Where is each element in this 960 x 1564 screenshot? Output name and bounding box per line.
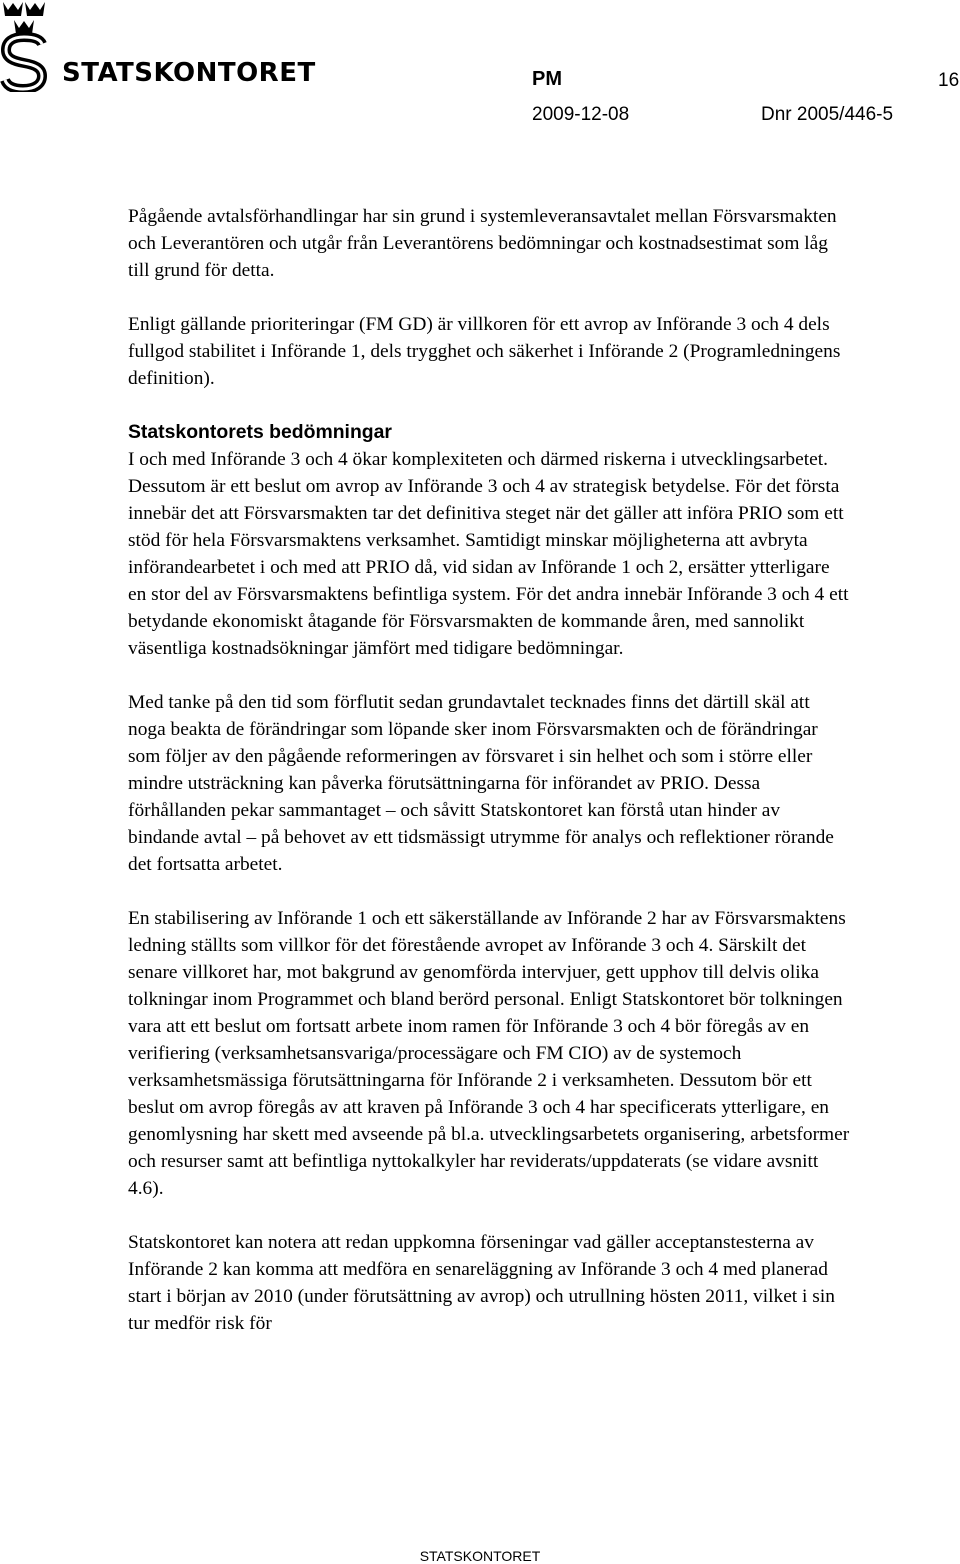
paragraph-4: Med tanke på den tid som förflutit sedan grundavtalet tecknades finns det därtill skäl att noga beakta de förändringar som löpande sker inom Försvarsmakten och de förändringar som följer av den pågående reformeringen av försvaret i sin helhet och som i större eller mindre utsträckning kan påverka förutsättningarna för införandet av PRIO. Dessa förhållanden pekar sammantaget – och såvitt Statskontoret kan förstå utan hinder av bindande avtal – på behovet av ett tidsmässigt utrymme för analys och reflektioner rörande det fortsatta arbetet. <box>128 692 834 875</box>
page-footer: STATSKONTORET <box>419 1548 541 1564</box>
paragraph-2: Enligt gällande prioriteringar (FM GD) är villkoren för ett avrop av Införande 3 och 4 dels fullgod stabilitet i Införande 1, dels trygghet och säkerhet i Införande 2 (Programledningens definition). <box>128 314 841 389</box>
document-type: PM <box>532 68 562 90</box>
page-number: 16 <box>938 70 960 91</box>
paragraph-3: I och med Införande 3 och 4 ökar komplexiteten och därmed riskerna i utvecklingsarbetet. Dessutom är ett beslut om avrop av Införande 3 och 4 av strategisk betydelse. För det första innebär det att Försvarsmakten tar det definitiva steget när det gäller att införa PRIO som ett stöd för hela Försvarsmaktens verksamhet. Samtidigt minskar möjligheterna att avbryta införandearbetet i och med att PRIO då, vid sidan av Införande 1 och 2, ersätter ytterligare en stor del av Försvarsmaktens befintliga system. För det andra innebär Införande 3 och 4 ett betydande ekonomiskt åtagande för Försvarsmakten de kommande åren, med sannolikt väsentliga kostnadsökningar jämfört med tidigare bedömningar. <box>128 449 849 659</box>
document-reference: Dnr 2005/446-5 <box>761 104 894 125</box>
paragraph-1: Pågående avtalsförhandlingar har sin grund i systemleveransavtalet mellan Försvarsmakten och Leverantören och utgår från Leverantörens bedömningar och kostnadsestimat som låg till grund för detta. <box>128 206 837 281</box>
org-name: STATSKONTORET <box>62 58 316 88</box>
paragraph-5: En stabilisering av Införande 1 och ett säkerställande av Införande 2 har av Försvarsmaktens ledning ställts som villkor för det förestående avropet av Införande 3 och 4. Särskilt det senare villkoret har, mot bakgrund av genomförda intervjuer, gett upphov till delvis olika tolkningar inom Programmet och bland berörd personal. Enligt Statskontoret bör tolkningen vara att ett beslut om fortsatt arbete inom ramen för Införande 3 och 4 bör föregås av en verifiering (verksamhetsansvariga/processägare och FM CIO) av de systemoch verksamhetsmässiga förutsättningarna för Införande 2 i verksamheten. Dessutom bör ett beslut om avrop föregås av att kraven på Införande 3 och 4 har specificerats ytterligare, en genomlysning har skett med avseende på bl.a. utvecklingsarbetets organisering, arbetsformer och resurser samt att befintliga nyttokalkyler har reviderats/uppdaterats (se vidare avsnitt 4.6). <box>128 908 850 1199</box>
statskontoret-logo <box>0 0 320 95</box>
crown-logo-icon <box>0 0 48 92</box>
document-body <box>128 203 850 1337</box>
section-heading: Statskontorets bedömningar <box>128 421 392 443</box>
paragraph-6: Statskontoret kan notera att redan uppkomna förseningar vad gäller acceptanstesterna av Införande 2 kan komma att medföra en senareläggning av Införande 3 och 4 med planerad start i början av 2010 (under förutsättning av avrop) och utrullning hösten 2011, vilket i sin tur medför risk för <box>128 1232 835 1334</box>
document-date: 2009-12-08 <box>532 104 630 125</box>
